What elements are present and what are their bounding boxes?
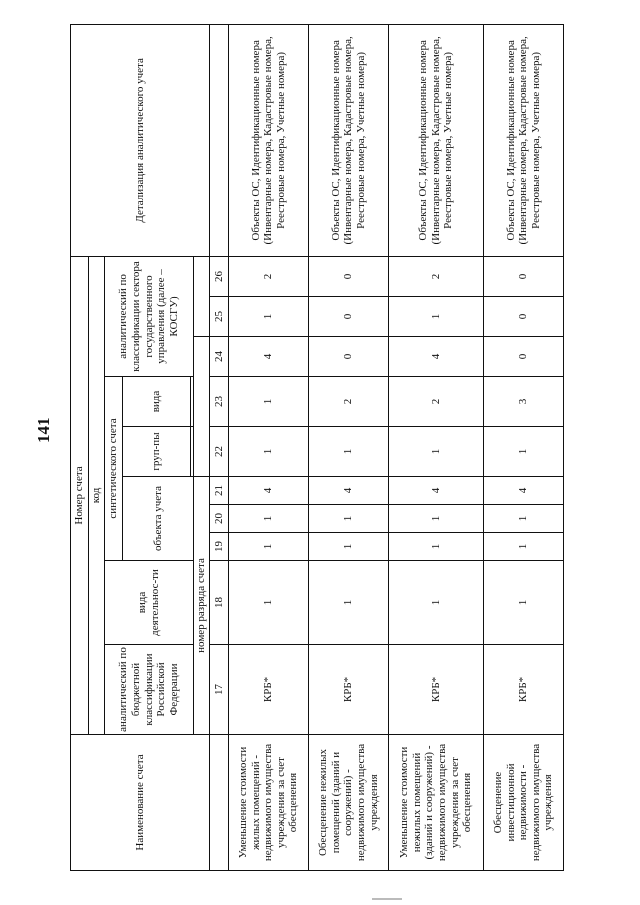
row-cell: 3 bbox=[483, 377, 563, 427]
row-cell: 4 bbox=[229, 477, 309, 505]
row-account-name: Уменьшение стоимости жилых помещений - недвижимого имущества учреждения за счет обесценения bbox=[229, 735, 309, 871]
row-cell: 0 bbox=[309, 337, 389, 377]
row-cell: 4 bbox=[483, 477, 563, 505]
row-cell: 1 bbox=[389, 533, 484, 561]
column-number: 26 bbox=[210, 256, 229, 296]
column-number: 25 bbox=[210, 297, 229, 337]
row-cell: 1 bbox=[309, 427, 389, 477]
page-number: 141 bbox=[34, 417, 53, 443]
rotated-table-wrapper bbox=[70, 25, 564, 871]
header-analytic-kosgu: аналитический по классификации сектора государственного управления (далее – КОСГУ) bbox=[105, 256, 194, 376]
column-number: 22 bbox=[210, 427, 229, 477]
row-cell: 0 bbox=[309, 297, 389, 337]
row-cell: 0 bbox=[309, 256, 389, 296]
column-number: 20 bbox=[210, 505, 229, 533]
row-cell: 0 bbox=[483, 256, 563, 296]
row-cell: 1 bbox=[483, 427, 563, 477]
column-number: 19 bbox=[210, 533, 229, 561]
column-number: 21 bbox=[210, 477, 229, 505]
row-cell: 1 bbox=[229, 427, 309, 477]
header-discharge-number: номер разряда счета bbox=[194, 477, 210, 735]
row-cell: 1 bbox=[483, 505, 563, 533]
row-account-name: Обесценение инвестиционной недвижимости - недвижимого имущества учреждения bbox=[483, 735, 563, 871]
column-number: 23 bbox=[210, 377, 229, 427]
row-cell: 1 bbox=[309, 533, 389, 561]
row-cell: 1 bbox=[229, 297, 309, 337]
table-row bbox=[389, 24, 484, 870]
row-detail: Объекты ОС, Идентификационные номера (Инвентарные номера, Кадастровые номера, Реестровые номера, Учетные номера) bbox=[309, 24, 389, 256]
row-cell: КРБ* bbox=[389, 645, 484, 735]
row-cell: 4 bbox=[389, 477, 484, 505]
row-detail: Объекты ОС, Идентификационные номера (Инвентарные номера, Кадастровые номера, Реестровые номера, Учетные номера) bbox=[483, 24, 563, 256]
row-cell: 1 bbox=[389, 297, 484, 337]
row-cell: КРБ* bbox=[483, 645, 563, 735]
header-account-object: объекта учета bbox=[123, 477, 194, 561]
row-cell: 1 bbox=[389, 427, 484, 477]
column-number-row bbox=[210, 24, 229, 870]
row-cell: 1 bbox=[389, 505, 484, 533]
column-number: 18 bbox=[210, 561, 229, 645]
column-number: 24 bbox=[210, 337, 229, 377]
row-cell: КРБ* bbox=[309, 645, 389, 735]
header-activity-type: вида деятельнос-ти bbox=[105, 561, 194, 645]
row-cell: 0 bbox=[483, 337, 563, 377]
row-cell: 1 bbox=[483, 561, 563, 645]
row-cell: 2 bbox=[309, 377, 389, 427]
header-synthetic-account: синтетического счета bbox=[105, 377, 123, 561]
row-cell: 1 bbox=[389, 561, 484, 645]
header-account-number: Номер счета bbox=[71, 256, 89, 734]
row-cell: КРБ* bbox=[229, 645, 309, 735]
row-cell: 1 bbox=[309, 505, 389, 533]
table-row bbox=[229, 24, 309, 870]
table-row bbox=[309, 24, 389, 870]
row-cell: 4 bbox=[229, 337, 309, 377]
row-detail: Объекты ОС, Идентификационные номера (Инвентарные номера, Кадастровые номера, Реестровые номера, Учетные номера) bbox=[229, 24, 309, 256]
table-row bbox=[483, 24, 563, 870]
row-account-name: Уменьшение стоимости нежилых помещений (зданий и сооружений) - недвижимого имущества учреждения за счет обесценения bbox=[389, 735, 484, 871]
row-account-name: Обесценение нежилых помещений (зданий и сооружений) - недвижимого имущества учреждения bbox=[309, 735, 389, 871]
header-budget-classification: аналитический по бюджетной классификации Российской Федерации bbox=[105, 645, 194, 735]
row-cell: 4 bbox=[389, 337, 484, 377]
row-cell: 4 bbox=[309, 477, 389, 505]
row-cell: 1 bbox=[483, 533, 563, 561]
header-code: код bbox=[89, 256, 105, 734]
accounts-table bbox=[70, 24, 564, 871]
header-kind: вида bbox=[123, 377, 191, 427]
header-account-name: Наименование счета bbox=[71, 735, 210, 871]
row-cell: 1 bbox=[229, 377, 309, 427]
bottom-scan-mark bbox=[372, 898, 402, 900]
row-cell: 1 bbox=[229, 505, 309, 533]
row-cell: 1 bbox=[229, 561, 309, 645]
column-number: 17 bbox=[210, 645, 229, 735]
row-detail: Объекты ОС, Идентификационные номера (Инвентарные номера, Кадастровые номера, Реестровые номера, Учетные номера) bbox=[389, 24, 484, 256]
row-cell: 0 bbox=[483, 297, 563, 337]
header-detail: Детализация аналитического учета bbox=[71, 24, 210, 256]
row-cell: 2 bbox=[389, 256, 484, 296]
row-cell: 2 bbox=[389, 377, 484, 427]
row-cell: 1 bbox=[309, 561, 389, 645]
header-groups: груп-пы bbox=[123, 427, 191, 477]
row-cell: 2 bbox=[229, 256, 309, 296]
row-cell: 1 bbox=[229, 533, 309, 561]
